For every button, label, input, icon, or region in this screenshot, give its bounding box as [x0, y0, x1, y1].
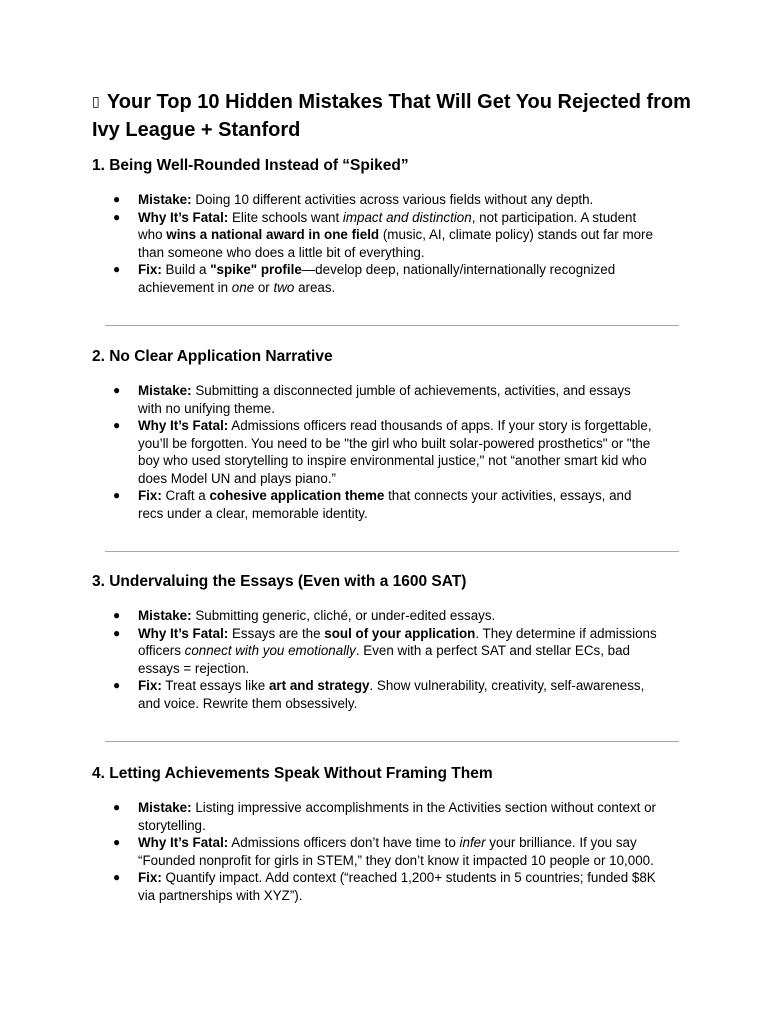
item-text: areas.: [294, 279, 336, 295]
item-text: two: [273, 279, 295, 295]
item-text: Essays are the: [228, 625, 325, 641]
section-divider: [105, 741, 679, 742]
list-item: [92, 191, 658, 209]
item-label: Why It’s Fatal:: [138, 625, 229, 641]
item-text: Craft a: [161, 488, 210, 503]
item-text: Elite schools want: [228, 209, 343, 225]
item-text: Treat essays like: [161, 678, 269, 693]
missing-glyph-icon: ▯: [92, 94, 100, 110]
bullet-icon: ●: [113, 625, 121, 640]
item-text: or: [254, 279, 274, 295]
bullet-icon: ●: [113, 383, 121, 397]
section-heading: 4. Letting Achievements Speak Without Framing Them: [92, 765, 493, 782]
section-divider: [105, 325, 679, 326]
item-label: Mistake:: [138, 800, 192, 815]
section-heading: 3. Undervaluing the Essays (Even with a 1600 SAT): [92, 573, 467, 590]
item-text: —develop deep, nationally/internationally recognized achievement in: [138, 262, 616, 295]
item-text: (music, AI, climate policy) stands out far more than someone who does a little bit of everything.: [138, 227, 653, 260]
bullet-icon: ●: [113, 800, 121, 814]
item-text: infer: [459, 835, 486, 850]
item-text: connect with you emotionally: [184, 643, 356, 658]
list-item: [92, 869, 658, 904]
item-text: Doing 10 different activities across various fields without any depth.: [191, 192, 594, 207]
bullet-icon: ●: [113, 262, 121, 276]
section-2: [92, 347, 692, 521]
item-text: Quantify impact. Add context (“reached 1,200+ students in 5 countries; funded $8K via partnerships with XYZ”).: [138, 870, 656, 903]
item-text: that connects your activities, essays, and recs under a clear, memorable identity.: [138, 488, 632, 521]
section-list: [92, 799, 658, 904]
item-label: Fix:: [138, 678, 162, 693]
bullet-icon: ●: [113, 870, 121, 884]
item-label: Fix:: [138, 488, 162, 503]
page-title: [92, 88, 712, 144]
item-text: impact and distinction: [342, 209, 472, 225]
item-text: Admissions officers don’t have time to: [228, 835, 460, 850]
list-item: [92, 487, 658, 522]
bullet-icon: ●: [113, 678, 121, 692]
item-label: Fix:: [138, 262, 162, 277]
bullet-icon: ●: [113, 608, 121, 622]
item-text: art and strategy: [268, 678, 370, 693]
list-item: [92, 607, 658, 625]
bullet-icon: ●: [113, 192, 121, 206]
bullet-icon: ●: [113, 488, 121, 502]
list-item: [92, 799, 658, 834]
item-text: . They determine if admissions officers: [138, 625, 657, 658]
item-label: Mistake:: [138, 383, 192, 398]
section-list: [92, 382, 658, 522]
item-label: Why It’s Fatal:: [138, 835, 229, 850]
list-item: [92, 834, 658, 869]
list-item: [92, 625, 658, 678]
section-1: [92, 156, 692, 295]
bullet-icon: ●: [113, 835, 121, 849]
bullet-icon: ●: [113, 209, 121, 224]
page-title-text: Your Top 10 Hidden Mistakes That Will Get You Rejected from Ivy League + Stanford: [92, 91, 691, 141]
item-text: Listing impressive accomplishments in the Activities section without context or storytelling.: [138, 800, 657, 833]
item-label: Fix:: [138, 870, 162, 885]
section-list: [92, 607, 658, 712]
list-item: [92, 209, 658, 262]
item-label: Why It’s Fatal:: [138, 418, 229, 433]
list-item: [92, 677, 658, 712]
list-item: [92, 261, 658, 296]
bullet-icon: ●: [113, 418, 121, 432]
section-heading: 1. Being Well-Rounded Instead of “Spiked”: [92, 157, 409, 174]
item-text: cohesive application theme: [209, 488, 385, 503]
item-text: Build a: [161, 262, 211, 277]
item-label: Mistake:: [138, 192, 192, 207]
item-text: "spike" profile: [210, 262, 302, 277]
item-text: , not participation. A student who: [138, 209, 637, 242]
item-text: Submitting a disconnected jumble of achievements, activities, and essays with no unifying theme.: [138, 383, 631, 416]
item-text: Admissions officers read thousands of apps. If your story is forgettable, you’ll be forgotten. You need to be "the girl who built solar-powered prosthetics" or "the boy who used storytelling to inspire environmental justice," not “another smart kid who does Model UN and plays piano.”: [138, 418, 652, 486]
section-4: [92, 764, 692, 903]
section-list: [92, 191, 658, 296]
section-divider: [105, 551, 679, 552]
item-text: . Show vulnerability, creativity, self-awareness, and voice. Rewrite them obsessively.: [138, 678, 645, 711]
list-item: [92, 417, 658, 487]
item-label: Mistake:: [138, 608, 192, 623]
item-text: your brilliance. If you say “Founded nonprofit for girls in STEM,” they don’t know it impacted 10 people or 10,000.: [138, 835, 654, 868]
item-text: one: [231, 279, 255, 295]
section-heading: 2. No Clear Application Narrative: [92, 348, 333, 365]
item-label: Why It’s Fatal:: [138, 209, 229, 225]
section-3: [92, 572, 692, 711]
item-text: . Even with a perfect SAT and stellar ECs, bad essays = rejection.: [138, 643, 630, 676]
item-text: Submitting generic, cliché, or under-edited essays.: [191, 608, 496, 623]
item-text: soul of your application: [324, 625, 476, 641]
list-item: [92, 382, 658, 417]
item-text: wins a national award in one field: [166, 227, 380, 242]
